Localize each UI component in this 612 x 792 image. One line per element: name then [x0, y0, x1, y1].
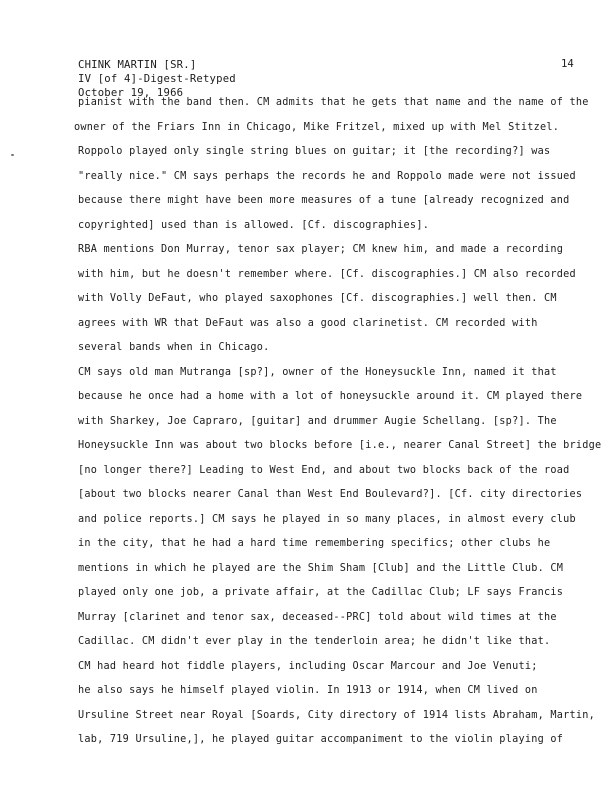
text-line: [about two blocks nearer Canal than West End Boulevard?]. [Cf. city directories — [78, 489, 583, 500]
text-line: with Sharkey, Joe Capraro, [guitar] and drummer Augie Schellang. [sp?]. The — [78, 415, 557, 427]
text-line: CM had heard hot fiddle players, including Oscar Marcour and Joe Venuti; — [78, 660, 538, 672]
text-line: CM says old man Mutranga [sp?], owner of the Honeysuckle Inn, named it that — [78, 366, 557, 378]
header-title: CHINK MARTIN [SR.] — [78, 59, 197, 71]
page-header — [78, 58, 236, 100]
text-line: "really nice." CM says perhaps the records he and Roppolo made were not issued — [78, 170, 576, 182]
scan-speck — [11, 154, 14, 156]
text-line: because he once had a home with a lot of honeysuckle around it. CM played there — [78, 391, 583, 402]
text-line: with him, but he doesn't remember where. [Cf. discographies.] CM also recorded — [78, 268, 576, 280]
text-line: Cadillac. CM didn't ever play in the tenderloin area; he didn't like that. — [78, 636, 551, 647]
text-line: several bands when in Chicago. — [78, 342, 270, 353]
text-line: Murray [clarinet and tenor sax, deceased--PRC] told about wild times at the — [78, 611, 557, 623]
text-line: [no longer there?] Leading to West End, and about two blocks back of the road — [78, 464, 570, 476]
text-line: in the city, that he had a hard time remembering specifics; other clubs he — [78, 538, 551, 549]
text-line: copyrighted] used than is allowed. [Cf. discographies]. — [78, 219, 430, 231]
text-line: lab, 719 Ursuline,], he played guitar accompaniment to the violin playing of — [78, 734, 564, 745]
text-line: played only one job, a private affair, at the Cadillac Club; LF says Francis — [78, 587, 564, 598]
text-line: Honeysuckle Inn was about two blocks before [i.e., nearer Canal Street] the bridge — [78, 440, 602, 451]
text-line: mentions in which he played are the Shim Sham [Club] and the Little Club. CM — [78, 562, 564, 574]
text-line: pianist with the band then. CM admits that he gets that name and the name of the — [78, 97, 589, 108]
header-date: October 19, 1966 — [78, 87, 184, 99]
text-line: Ursuline Street near Royal [Soards, City directory of 1914 lists Abraham, Martin, — [78, 709, 596, 721]
text-line: because there might have been more measures of a tune [already recognized and — [78, 195, 570, 206]
page-number: 14 — [561, 58, 574, 70]
text-line: agrees with WR that DeFaut was also a good clarinetist. CM recorded with — [78, 317, 538, 329]
text-line: and police reports.] CM says he played in so many places, in almost every club — [78, 513, 576, 525]
text-line: RBA mentions Don Murray, tenor sax player; CM knew him, and made a recording — [78, 244, 564, 255]
text-line: Roppolo played only single string blues on guitar; it [the recording?] was — [78, 146, 551, 157]
header-subtitle: IV [of 4]-Digest-Retyped — [78, 73, 236, 85]
text-line: he also says he himself played violin. In 1913 or 1914, when CM lived on — [78, 685, 538, 696]
text-line: with Volly DeFaut, who played saxophones [Cf. discographies.] well then. CM — [78, 293, 557, 304]
text-line: owner of the Friars Inn in Chicago, Mike Fritzel, mixed up with Mel Stitzel. — [74, 121, 560, 133]
